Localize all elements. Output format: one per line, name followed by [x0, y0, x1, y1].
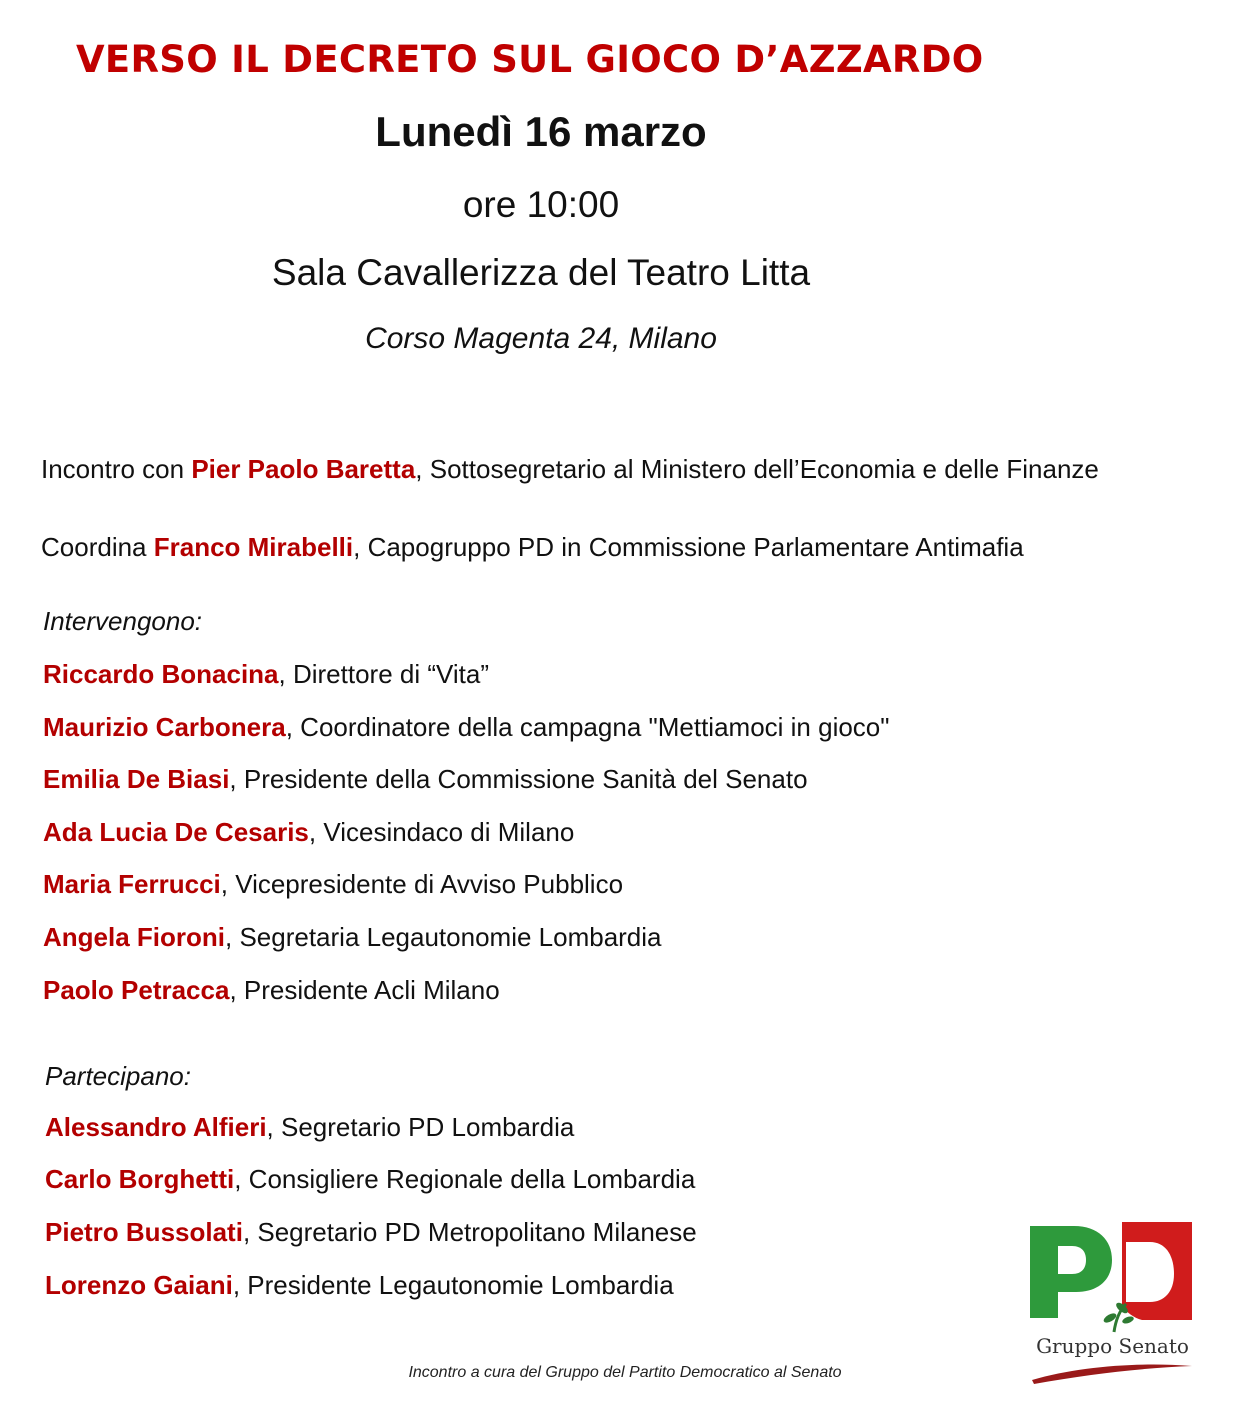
speaker-name: Ada Lucia De Cesaris — [43, 817, 309, 847]
participant-item — [45, 1163, 695, 1195]
meeting-guest-name: Pier Paolo Baretta — [191, 454, 416, 484]
participants-label: Partecipano: — [45, 1061, 191, 1091]
event-address: Corso Magenta 24, Milano — [365, 322, 717, 355]
speaker-name: Paolo Petracca — [43, 975, 230, 1005]
pd-logo-caption: Gruppo Senato — [1036, 1334, 1189, 1358]
speakers-label: Intervengono: — [43, 606, 203, 636]
speaker-item — [43, 921, 662, 953]
speaker-role: , Vicesindaco di Milano — [308, 817, 575, 847]
speaker-item — [43, 658, 489, 690]
participant-name: Carlo Borghetti — [45, 1164, 235, 1194]
participant-role: , Segretario PD Metropolitano Milanese — [242, 1217, 697, 1247]
meeting-guest-role: , Sottosegretario al Ministero dell’Economia e delle Finanze — [415, 454, 1099, 484]
speaker-role: , Presidente della Commissione Sanità del Senato — [229, 764, 808, 794]
speaker-name: Emilia De Biasi — [43, 764, 230, 794]
speaker-role: , Direttore di “Vita” — [278, 659, 489, 689]
participant-item — [45, 1269, 674, 1301]
coordinator-line — [41, 531, 1024, 563]
speaker-role: , Coordinatore della campagna "Mettiamoci in gioco" — [285, 712, 890, 742]
participant-name: Pietro Bussolati — [45, 1217, 243, 1247]
speaker-role: , Vicepresidente di Avviso Pubblico — [220, 869, 624, 899]
speaker-name: Angela Fioroni — [43, 922, 225, 952]
speaker-role: , Segretaria Legautonomie Lombardia — [225, 922, 662, 952]
participant-role: , Presidente Legautonomie Lombardia — [232, 1270, 674, 1300]
speaker-name: Maria Ferrucci — [43, 869, 221, 899]
footer-note: Incontro a cura del Gruppo del Partito Democratico al Senato — [408, 1364, 842, 1381]
participant-item — [45, 1111, 574, 1143]
speaker-role: , Presidente Acli Milano — [229, 975, 500, 1005]
participant-role: , Segretario PD Lombardia — [266, 1112, 575, 1142]
participant-name: Alessandro Alfieri — [45, 1112, 267, 1142]
speaker-item — [43, 711, 890, 743]
speaker-item — [43, 974, 500, 1006]
pd-logo — [1030, 1222, 1195, 1382]
participant-name: Lorenzo Gaiani — [45, 1270, 233, 1300]
speaker-item — [43, 868, 623, 900]
event-date: Lunedì 16 marzo — [375, 108, 707, 155]
event-venue: Sala Cavallerizza del Teatro Litta — [271, 252, 811, 293]
speaker-item — [43, 816, 574, 848]
coordinator-prefix: Coordina — [41, 532, 154, 562]
speaker-name: Riccardo Bonacina — [43, 659, 279, 689]
event-time: ore 10:00 — [462, 184, 620, 225]
speaker-item — [43, 763, 808, 795]
speaker-name: Maurizio Carbonera — [43, 712, 286, 742]
participant-role: , Consigliere Regionale della Lombardia — [234, 1164, 696, 1194]
meeting-line — [41, 453, 1099, 485]
event-title: VERSO IL DECRETO SUL GIOCO D’AZZARDO — [76, 38, 984, 81]
coordinator-name: Franco Mirabelli — [153, 532, 354, 562]
meeting-prefix: Incontro con — [41, 454, 192, 484]
participant-item — [45, 1216, 697, 1248]
pd-logo-mark — [1030, 1222, 1195, 1334]
coordinator-role: , Capogruppo PD in Commissione Parlamentare Antimafia — [353, 532, 1024, 562]
